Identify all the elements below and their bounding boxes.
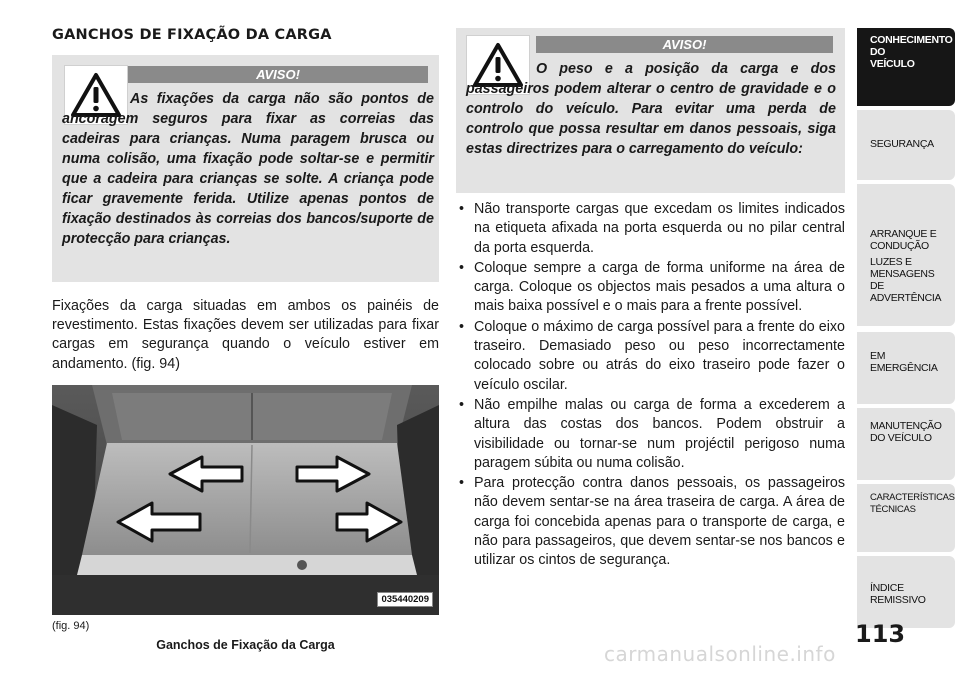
tab-seguranca[interactable]: SEGURANÇA [857, 110, 955, 180]
section-heading: GANCHOS DE FIXAÇÃO DA CARGA [52, 27, 332, 43]
bullet-icon: • [459, 201, 465, 217]
bullet-icon: • [459, 259, 465, 276]
figure-reference: (fig. 94) [52, 620, 90, 632]
tab-caracteristicas-tecnicas[interactable]: CARACTERÍSTICAS TÉCNICAS [857, 484, 955, 552]
bullet-icon: • [459, 475, 465, 492]
watermark: carmanualsonline.info [604, 642, 836, 666]
loading-guidelines-list [456, 200, 845, 572]
warning-box-cargo-load [456, 28, 845, 193]
tab-em-emergencia[interactable]: EM EMERGÊNCIA [857, 332, 955, 404]
list-item: • Coloque o máximo de carga possível para a frente do eixo traseiro. Demasiado peso ou peso incorrectamente colocado sobre ou atrás do eixo traseiro pode fazer o veículo oscilar. [459, 318, 845, 393]
tab-luzes-e-mensagens[interactable]: LUZES E MENSAGENS DE ADVERTÊNCIA [857, 252, 955, 326]
figure-caption: Ganchos de Fixação da Carga [156, 638, 335, 652]
list-item: • Não empilhe malas ou carga de forma a excederem a altura das costas dos bancos. Podem obstruir a visibilidade ou tornar-se num projéctil perigoso numa paragem súbita ou numa colisão. [459, 396, 845, 471]
chapter-tabs [857, 28, 955, 628]
list-item: • Para protecção contra danos pessoais, os passageiros não devem sentar-se na área traseira de carga. A área de carga foi concebida apenas para o transporte de carga, e não para passageiros, que devem sentar-se nos bancos e utilizar os cintos de segurança. [459, 475, 845, 569]
warning-label: AVISO! [128, 66, 428, 83]
cargo-hooks-photo [52, 385, 439, 615]
bullet-icon: • [459, 396, 465, 413]
warning-label: AVISO! [536, 36, 833, 53]
tab-conhecimento-do-veiculo[interactable]: CONHECIMENTO DO VEÍCULO [857, 28, 955, 106]
bullet-icon: • [459, 318, 465, 335]
tab-arranque-e-conducao[interactable]: ARRANQUE E CONDUÇÃO [857, 184, 955, 276]
list-item: • Não transporte cargas que excedam os limites indicados na etiqueta afixada na porta esquerda ou no pilar central da porta esquerda. [459, 201, 845, 256]
list-item: • Coloque sempre a carga de forma uniforme na área de carga. Coloque os objectos mais pesados a uma altura o mais baixa possível e o mais para a frente possível. [459, 259, 845, 315]
tab-manutencao-do-veiculo[interactable]: MANUTENÇÃO DO VEÍCULO [857, 408, 955, 480]
figure-code: 035440209 [377, 592, 433, 607]
body-paragraph: Fixações da carga situadas em ambos os painéis de revestimento. Estas fixações devem ser utilizadas para fixar cargas em segurança quando o veículo estiver em andamento. (fig. 94) [52, 298, 439, 372]
warning-box-child-seat [52, 55, 439, 282]
page-number: 113 [855, 620, 906, 648]
warning-text: As fixações da carga não são pontos de ancoragem seguros para fixar as correias das cadeiras para crianças. Numa paragem brusca ou numa colisão, uma fixação pode soltar-se e permitir que a cadeira para crianças se solte. A criança pode ficar gravemente ferida. Utilize apenas pontos de fixação destinados às correias dos bancos/suporte de protecção para crianças. [62, 91, 434, 247]
warning-text: O peso e a posição da carga e dos passageiros podem alterar o centro de gravidade e o controlo do veículo. Para evitar uma perda de controlo que possa resultar em danos pessoais, siga estas directrizes para o carregamento do veículo: [466, 61, 836, 157]
tab-indice-remissivo[interactable]: ÍNDICE REMISSIVO [857, 556, 955, 628]
